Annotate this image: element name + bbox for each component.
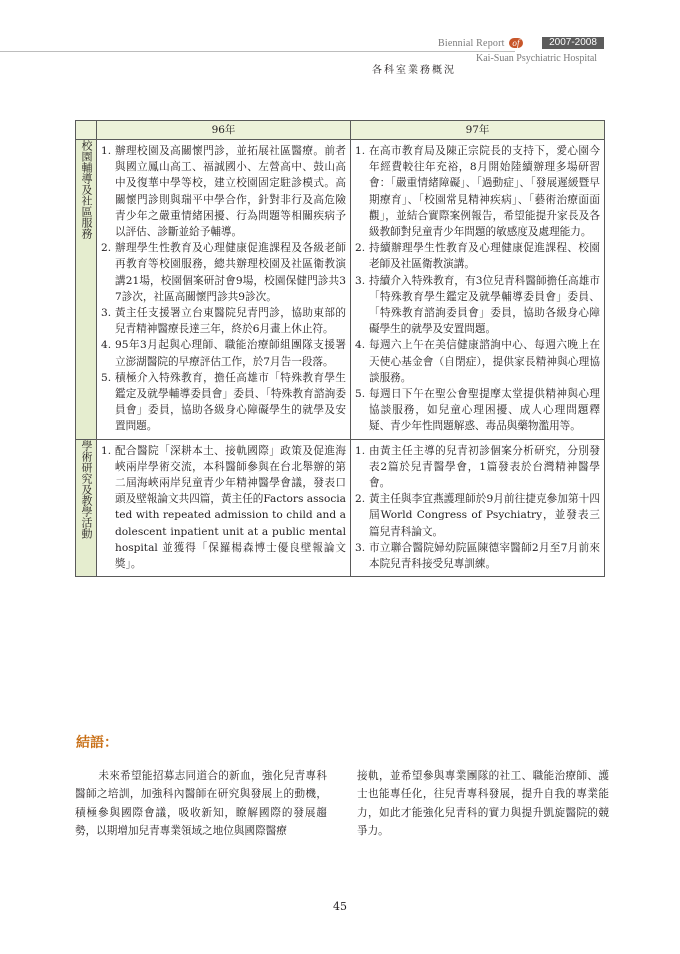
cell-c97 — [351, 439, 605, 577]
hospital-name: Kai-Suan Psychiatric Hospital — [476, 53, 598, 64]
row-label-cell — [76, 140, 97, 440]
item-list — [97, 140, 350, 439]
list-item — [355, 491, 600, 540]
item-number: 3. — [355, 274, 366, 287]
list-item — [101, 337, 346, 369]
cell-c97 — [351, 140, 605, 440]
list-item — [355, 337, 600, 386]
item-number: 1. — [355, 145, 366, 157]
row-label: 校園輔導及社區服務 — [80, 140, 93, 239]
table-row — [76, 439, 605, 577]
list-item — [355, 443, 600, 492]
list-item — [355, 240, 600, 272]
list-item — [355, 143, 600, 240]
item-text: 持續介入特殊教育，有3位兒青科醫師擔任高雄市「特殊教育學生鑑定及就學輔導委員會」委員、「特殊教育諮詢委員會」委員，協助各級身心障礙學生的就學及安置問題。 — [369, 274, 600, 336]
item-text: 積極介入特殊教育，擔任高雄市「特殊教育學生鑑定及就學輔導委員會」委員、「特殊教育諮詢委員會」委員，協助各級身心障礙學生的就學及安置問題。 — [115, 371, 346, 433]
list-item — [101, 143, 346, 240]
item-text: 辦理學生性教育及心理健康促進課程及各級老師再教育等校園服務，總共辦理校園及社區衛教演講21場，校園個案研討會9場，校園保健門診共37診次，社區高關懷門診共9診次。 — [115, 242, 346, 303]
list-item — [101, 305, 346, 337]
conclusion-right-column: 接軌，並希望參與專業團隊的社工、職能治療師、護士也能專任化，往兒青專科發展，提升自我的專業能力，如此才能強化兒青科的實力與提升凱旋醫院的競爭力。 — [357, 770, 609, 838]
item-text: 由黃主任主導的兒青初診個案分析研究，分別發表2篇於兒青醫學會，1篇發表於台灣精神醫學會。 — [369, 444, 600, 490]
report-title — [438, 38, 525, 49]
item-text: 黃主任支援署立台東醫院兒青門診，協助東部的兒青精神醫療長達三年，終於6月畫上休止符。 — [115, 307, 346, 336]
item-list — [351, 140, 604, 439]
cell-c96 — [97, 140, 351, 440]
item-text: 每週日下午在聖公會聖提摩太堂提供精神與心理協談服務，如兒童心理困擾、成人心理問題釋疑、青少年性問題解惑、毒品與藥物濫用等。 — [369, 388, 600, 433]
row-label: 學術研究及教學活動 — [80, 439, 93, 539]
report-title-of: of — [509, 38, 522, 48]
corner-cell — [76, 121, 97, 140]
item-text: 市立聯合醫院婦幼院區陳德宰醫師2月至7月前來本院兒青科接受兒專訓練。 — [369, 541, 600, 571]
item-text: 每週六上午在美信健康諮詢中心、每週六晚上在天使心基金會（自閉症），提供家長精神與心理協談服務。 — [369, 339, 600, 384]
item-number: 1. — [101, 145, 112, 157]
item-number: 3. — [101, 307, 112, 320]
item-text: 配合醫院「深耕本土、接軌國際」政策及促進海峽兩岸學術交流，本科醫師參與在台北舉辦的第二屆海峽兩岸兒童青少年精神醫學會議，發表口頭及壁報論文共四篇，黃主任的Factors associated with repeated admission to child and adolescent inpatient unit at a public mental hospital 並獲得「保羅楊森博士優良壁報論文獎」。 — [115, 444, 346, 571]
header-rule — [0, 51, 515, 52]
item-number: 1. — [355, 444, 366, 457]
item-number: 2. — [355, 493, 366, 506]
item-number: 1. — [101, 444, 112, 457]
conclusion-title: 結語： — [76, 735, 118, 751]
list-item — [101, 370, 346, 435]
conclusion-left-column: 未來希望能招募志同道合的新血，強化兒青專科醫師之培訓，加強科內醫師在研究與發展上的動機，積極參與國際會議，吸收新知，瞭解國際的發展趨勢，以期增加兒青專業領域之地位與國際醫療 — [75, 770, 327, 838]
item-number: 5. — [101, 371, 112, 384]
col-header-97: 97年 — [351, 121, 605, 140]
cell-c96 — [97, 439, 351, 577]
item-list — [97, 440, 350, 577]
list-item — [101, 443, 346, 573]
list-item — [355, 540, 600, 572]
item-text: 持續辦理學生性教育及心理健康促進課程、校園老師及社區衛教演講。 — [369, 242, 600, 271]
item-text: 在高市教育局及陳正宗院長的支持下，愛心園今年經費較往年充裕，8月開始陸續辦理多場研習會：「嚴重情緒障礙」、「過動症」、「發展遲緩暨早期療育」、「校園常見精神疾病」、「藝術治療面面觀」，並結合實際案例報告，希望能提升家長及各級教師對兒童青少年問題的敏感度及處理能力。 — [369, 145, 600, 239]
section-name: 各科室業務概況 — [372, 65, 456, 76]
item-text: 辦理校園及高關懷門診，並拓展社區醫療。前者與國立鳳山高工、福誠國小、左營高中、鼓山高中及復華中學等校，建立校園固定駐診模式。高關懷門診則與瑞平中學合作，針對非行及高危險青少年之嚴重情緒困擾、行為問題等相關疾病予以評估、診斷並給予輔導。 — [115, 145, 346, 239]
report-title-text: Biennial Report — [438, 38, 505, 49]
table-header-row — [76, 121, 605, 140]
row-label-cell — [76, 439, 97, 577]
col-header-96: 96年 — [97, 121, 351, 140]
year-badge: 2007-2008 — [542, 37, 604, 49]
list-item — [101, 240, 346, 305]
item-text: 95年3月起與心理師、職能治療師組團隊支援署立澎湖醫院的早療評估工作，於7月告一段落。 — [115, 339, 346, 368]
page-number: 45 — [333, 900, 347, 913]
list-item — [355, 273, 600, 338]
item-text: 黃主任與李宜燕護理師於9月前往捷克參加第十四屆World Congress of Psychiatry，並發表三篇兒青科論文。 — [369, 493, 600, 538]
item-list — [351, 440, 604, 577]
item-number: 2. — [101, 242, 112, 255]
item-number: 4. — [355, 339, 366, 352]
item-number: 2. — [355, 242, 366, 255]
services-table — [75, 120, 605, 577]
item-number: 3. — [355, 541, 366, 554]
item-number: 5. — [355, 388, 366, 401]
table-row — [76, 140, 605, 440]
item-number: 4. — [101, 339, 112, 352]
list-item — [355, 386, 600, 435]
